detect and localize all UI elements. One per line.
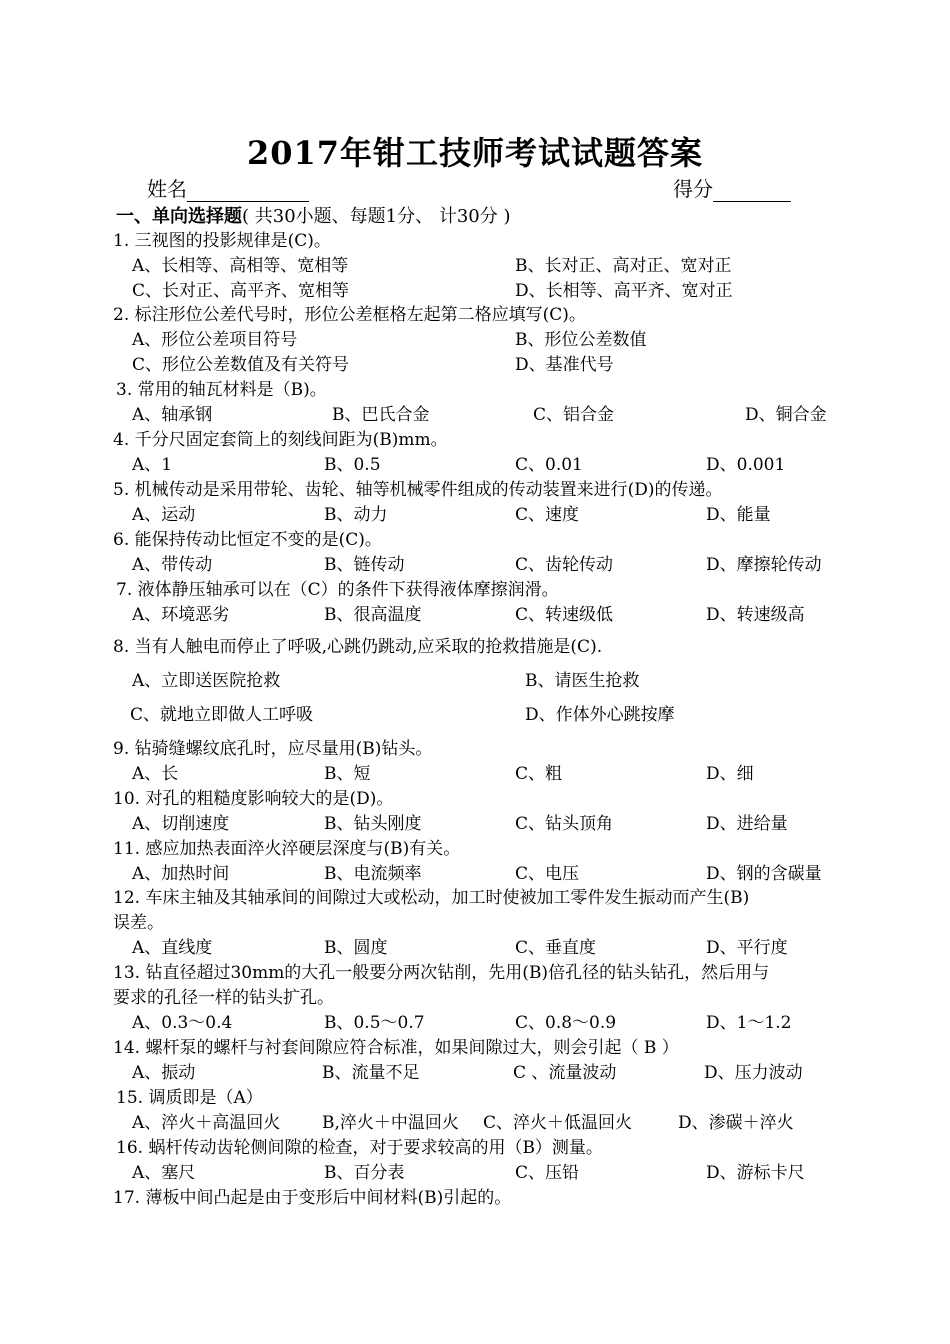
option-5c: C、速度 xyxy=(515,505,580,525)
option-16d: D、游标卡尺 xyxy=(706,1163,805,1183)
option-14b: B、流量不足 xyxy=(322,1063,420,1083)
option-15c: C、淬火＋低温回火 xyxy=(483,1113,633,1133)
option-10a: A、切削速度 xyxy=(132,814,230,834)
option-3b: B、巴氏合金 xyxy=(332,405,430,425)
option-3a: A、轴承钢 xyxy=(132,405,213,425)
question-4: 4. 千分尺固定套筒上的刻线间距为(B)mm。 xyxy=(113,430,448,450)
option-1b: B、长对正、高对正、宽对正 xyxy=(515,256,732,276)
option-9a: A、长 xyxy=(132,764,179,784)
option-6c: C、齿轮传动 xyxy=(515,555,614,575)
option-2c: C、形位公差数值及有关符号 xyxy=(132,355,350,375)
option-10b: B、钻头刚度 xyxy=(324,814,422,834)
section-note: ( 共30小题、每题1分、 计30分 ) xyxy=(242,206,511,227)
question-6: 6. 能保持传动比恒定不变的是(C)。 xyxy=(113,530,382,550)
page-title: 2017年钳工技师考试试题答案 xyxy=(246,134,704,172)
option-3c: C、铝合金 xyxy=(533,405,615,425)
option-7d: D、转速级高 xyxy=(706,605,805,625)
option-15a: A、淬火＋高温回火 xyxy=(132,1113,281,1133)
question-17: 17. 薄板中间凸起是由于变形后中间材料(B)引起的。 xyxy=(113,1188,512,1208)
question-1: 1. 三视图的投影规律是(C)。 xyxy=(113,231,331,251)
name-field xyxy=(147,173,309,202)
question-2: 2. 标注形位公差代号时，形位公差框格左起第二格应填写(C)。 xyxy=(113,305,586,325)
question-3: 3. 常用的轴瓦材料是（B)。 xyxy=(116,380,327,400)
option-16a: A、塞尺 xyxy=(132,1163,196,1183)
option-6d: D、摩擦轮传动 xyxy=(706,555,822,575)
question-14: 14. 螺杆泵的螺杆与衬套间隙应符合标准，如果间隙过大，则会引起（ B ） xyxy=(113,1038,679,1058)
option-6a: A、带传动 xyxy=(132,555,213,575)
question-5: 5. 机械传动是采用带轮、齿轮、轴等机械零件组成的传动装置来进行(D)的传递。 xyxy=(113,480,723,500)
question-8: 8. 当有人触电而停止了呼吸,心跳仍跳动,应采取的抢救措施是(C). xyxy=(113,637,603,657)
option-3d: D、铜合金 xyxy=(745,405,827,425)
option-6b: B、链传动 xyxy=(324,555,405,575)
score-label: 得分 xyxy=(673,177,713,201)
option-9b: B、短 xyxy=(324,764,371,784)
option-13a: A、0.3～0.4 xyxy=(132,1013,233,1033)
option-8c: C、就地立即做人工呼吸 xyxy=(130,705,314,725)
option-13d: D、1～1.2 xyxy=(706,1013,792,1033)
option-9d: D、细 xyxy=(706,764,754,784)
question-7: 7. 液体静压轴承可以在（C）的条件下获得液体摩擦润滑。 xyxy=(116,580,559,600)
option-5a: A、运动 xyxy=(132,505,196,525)
score-field xyxy=(673,173,791,202)
option-1c: C、长对正、高平齐、宽相等 xyxy=(132,281,350,301)
option-7a: A、环境恶劣 xyxy=(132,605,230,625)
option-11d: D、钢的含碳量 xyxy=(706,864,822,884)
section-heading xyxy=(116,202,510,228)
option-4b: B、0.5 xyxy=(324,455,381,475)
option-8a: A、立即送医院抢救 xyxy=(132,671,281,691)
option-8b: B、请医生抢救 xyxy=(525,671,640,691)
option-5b: B、动力 xyxy=(324,505,388,525)
option-2a: A、形位公差项目符号 xyxy=(132,330,298,350)
question-11: 11. 感应加热表面淬火淬硬层深度与(B)有关。 xyxy=(113,839,461,859)
option-10d: D、进给量 xyxy=(706,814,788,834)
option-15b: B,淬火＋中温回火 xyxy=(322,1113,459,1133)
option-7b: B、很高温度 xyxy=(324,605,422,625)
question-12: 12. 车床主轴及其轴承间的间隙过大或松动，加工时使被加工零件发生振动而产生(B) xyxy=(113,888,750,908)
question-16: 16. 蜗杆传动齿轮侧间隙的检查，对于要求较高的用（B）测量。 xyxy=(116,1138,603,1158)
section-label: 一、单向选择题 xyxy=(116,206,242,227)
name-label: 姓名 xyxy=(147,177,187,201)
option-11b: B、电流频率 xyxy=(324,864,422,884)
option-13b: B、0.5～0.7 xyxy=(324,1013,425,1033)
option-10c: C、钻头顶角 xyxy=(515,814,614,834)
option-16c: C、压铅 xyxy=(515,1163,580,1183)
option-9c: C、粗 xyxy=(515,764,563,784)
question-12-continuation: 误差。 xyxy=(113,913,164,933)
option-12b: B、圆度 xyxy=(324,938,388,958)
question-13: 13. 钻直径超过30mm的大孔一般要分两次钻削，先用(B)倍孔径的钻头钻孔，然后用与 xyxy=(113,963,770,983)
option-4c: C、0.01 xyxy=(515,455,583,475)
name-blank xyxy=(187,181,309,202)
option-13c: C、0.8～0.9 xyxy=(515,1013,617,1033)
option-12d: D、平行度 xyxy=(706,938,788,958)
question-15: 15. 调质即是（A） xyxy=(116,1088,263,1108)
option-4a: A、1 xyxy=(132,455,173,475)
option-12c: C、垂直度 xyxy=(515,938,597,958)
question-13-continuation: 要求的孔径一样的钻头扩孔。 xyxy=(113,988,334,1008)
option-7c: C、转速级低 xyxy=(515,605,614,625)
question-10: 10. 对孔的粗糙度影响较大的是(D)。 xyxy=(113,789,394,809)
option-5d: D、能量 xyxy=(706,505,771,525)
option-14d: D、压力波动 xyxy=(704,1063,803,1083)
score-blank xyxy=(713,181,791,202)
option-11c: C、电压 xyxy=(515,864,580,884)
option-12a: A、直线度 xyxy=(132,938,213,958)
option-15d: D、渗碳＋淬火 xyxy=(678,1113,794,1133)
option-1d: D、长相等、高平齐、宽对正 xyxy=(515,281,733,301)
option-2b: B、形位公差数值 xyxy=(515,330,647,350)
option-4d: D、0.001 xyxy=(706,455,786,475)
option-14a: A、振动 xyxy=(132,1063,196,1083)
option-16b: B、百分表 xyxy=(324,1163,405,1183)
question-9: 9. 钻骑缝螺纹底孔时，应尽量用(B)钻头。 xyxy=(113,739,433,759)
option-2d: D、基准代号 xyxy=(515,355,614,375)
option-11a: A、加热时间 xyxy=(132,864,230,884)
option-14c: C 、流量波动 xyxy=(513,1063,617,1083)
option-8d: D、作体外心跳按摩 xyxy=(525,705,675,725)
option-1a: A、长相等、高相等、宽相等 xyxy=(132,256,349,276)
